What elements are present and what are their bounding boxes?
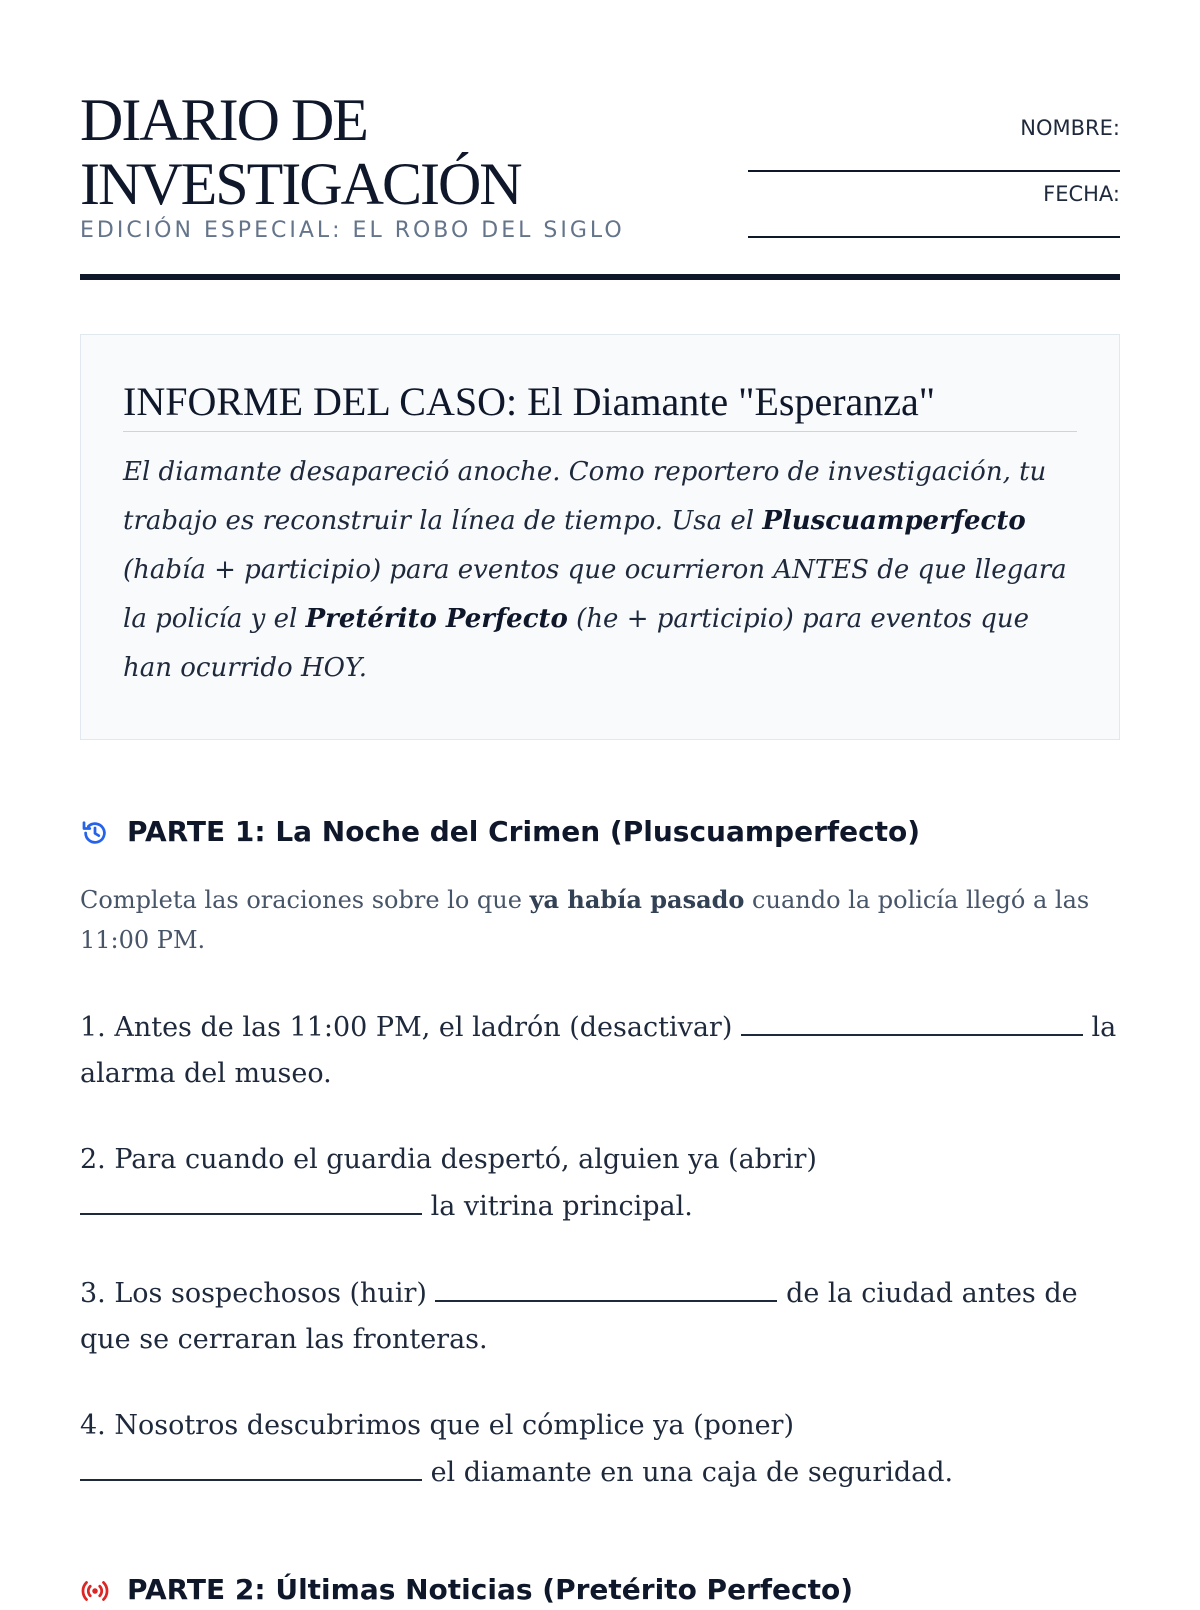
- page-title: [80, 88, 720, 216]
- part1-heading: [80, 812, 1120, 852]
- case-bold-2: Pretérito Perfecto: [305, 604, 568, 634]
- instructions-bold: ya había pasado: [529, 885, 745, 914]
- case-report-box: [80, 334, 1120, 740]
- title-line-2: INVESTIGACIÓN: [80, 151, 521, 217]
- case-text-2: (había + participio) para eventos que ocurrieron ANTES de que llegara la policía y el: [123, 555, 1067, 634]
- answer-blank-3[interactable]: [435, 1270, 777, 1302]
- student-info: [748, 116, 1120, 248]
- date-line[interactable]: [748, 236, 1120, 238]
- question-3-before: 3. Los sospechosos (huir): [80, 1278, 436, 1309]
- case-description: [123, 448, 1077, 693]
- case-text-3: (he + participio) para eventos que han ocurrido HOY.: [123, 604, 1030, 683]
- case-bold-1: Pluscuamperfecto: [762, 506, 1026, 536]
- answer-blank-4[interactable]: [80, 1449, 422, 1481]
- case-title: INFORME DEL CASO: El Diamante "Esperanza": [123, 377, 1077, 432]
- question-2-before: 2. Para cuando el guardia despertó, alguien ya (abrir): [80, 1144, 817, 1175]
- date-row: [748, 182, 1120, 248]
- question-3: [80, 1270, 1120, 1363]
- question-2-after: la vitrina principal.: [422, 1191, 693, 1222]
- broadcast-icon: [80, 1576, 110, 1606]
- date-label: FECHA:: [1043, 182, 1120, 206]
- answer-blank-2[interactable]: [80, 1183, 422, 1215]
- instructions-text-b: cuando la policía llegó a las 11:00 PM.: [80, 886, 1090, 954]
- question-4: [80, 1403, 1120, 1496]
- title-block: [80, 88, 720, 243]
- header-divider: [80, 274, 1120, 280]
- name-row: [748, 116, 1120, 182]
- title-line-1: DIARIO DE: [80, 87, 367, 153]
- history-icon: [80, 818, 110, 848]
- part2-heading: [80, 1570, 1120, 1610]
- case-text-1: El diamante desapareció anoche. Como reportero de investigación, tu trabajo es reconstruir la línea de tiempo. Usa el: [123, 457, 1047, 536]
- question-4-before: 4. Nosotros descubrimos que el cómplice ya (poner): [80, 1410, 794, 1441]
- part1-instructions: [80, 880, 1120, 960]
- answer-blank-1[interactable]: [741, 1004, 1083, 1036]
- question-3-after: de la ciudad antes de que se cerraran las fronteras.: [80, 1278, 1078, 1355]
- edition-subtitle: EDICIÓN ESPECIAL: EL ROBO DEL SIGLO: [80, 218, 625, 243]
- question-4-after: el diamante en una caja de seguridad.: [422, 1457, 954, 1488]
- question-1-before: 1. Antes de las 11:00 PM, el ladrón (desactivar): [80, 1012, 741, 1043]
- name-label: NOMBRE:: [1020, 116, 1120, 140]
- question-2: [80, 1137, 1120, 1230]
- instructions-text-a: Completa las oraciones sobre lo que: [80, 886, 530, 914]
- part1-title: PARTE 1: La Noche del Crimen (Pluscuamperfecto): [127, 815, 921, 848]
- question-1: [80, 1004, 1120, 1097]
- header: [80, 88, 1120, 278]
- name-line[interactable]: [748, 170, 1120, 172]
- question-1-after: la alarma del museo.: [80, 1012, 1117, 1089]
- part2-title: PARTE 2: Últimas Noticias (Pretérito Perfecto): [127, 1573, 854, 1606]
